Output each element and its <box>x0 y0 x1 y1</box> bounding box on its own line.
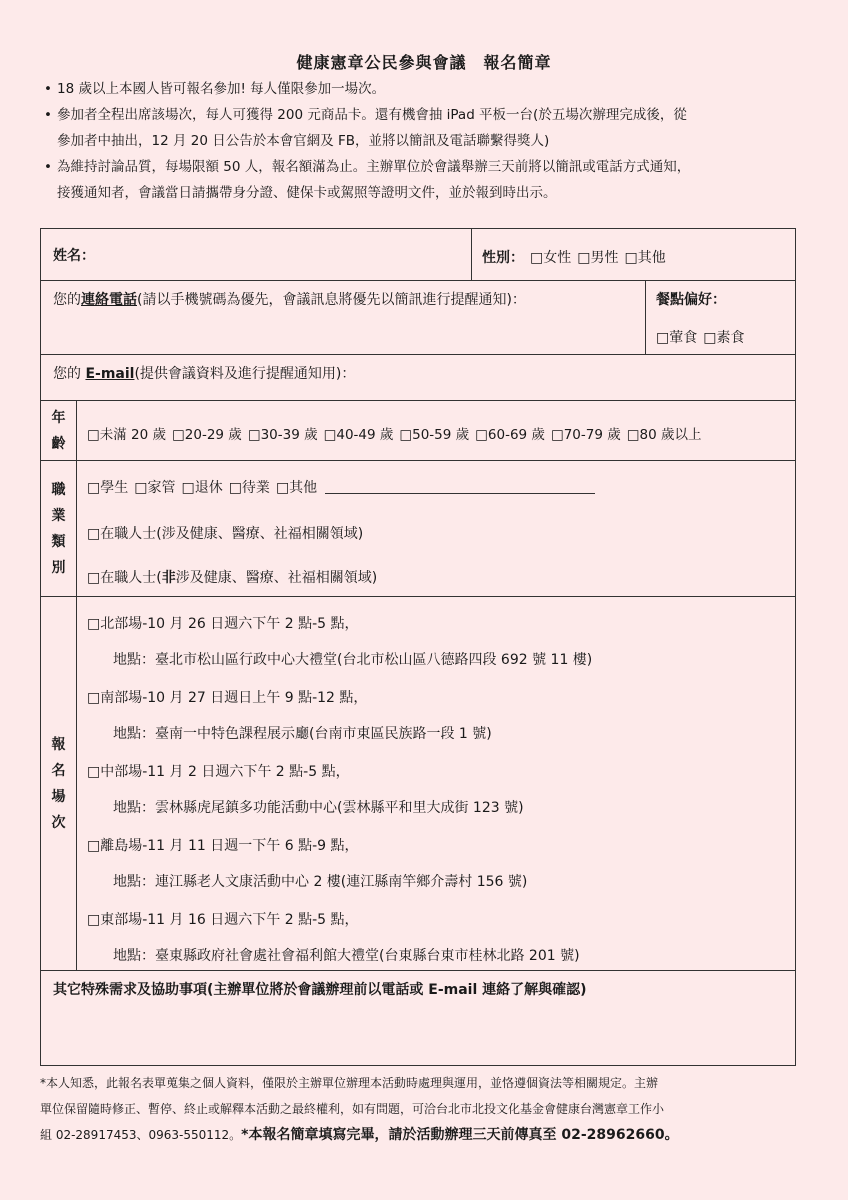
session-south-checkbox[interactable]: □南部場-10 月 27 日週日上午 9 點-12 點， <box>87 690 368 706</box>
age-option[interactable]: □60-69 歲 <box>475 427 545 443</box>
session-venue: 地點：臺南一中特色課程展示廳(台南市東區民族路一段 1 號) <box>113 726 492 742</box>
job-student-checkbox[interactable]: □學生 <box>87 480 129 496</box>
gender-male-checkbox[interactable]: □男性 <box>577 250 619 266</box>
gender-label: 性別： <box>482 250 524 266</box>
special-needs-label: 其它特殊需求及協助事項(主辦單位將於會議辦理前以電話或 E-mail 連絡了解與確認) <box>53 982 587 998</box>
footer-line: 單位保留隨時修正、暫停、終止或解釋本活動之最終權利，如有問題，可洽台北市北投文化基金會健康台灣憲章工作小 <box>40 1102 665 1116</box>
job-retired-checkbox[interactable]: □退休 <box>181 480 223 496</box>
name-label: 姓名： <box>53 248 95 264</box>
job-unemployed-checkbox[interactable]: □待業 <box>228 480 270 496</box>
row-age <box>41 401 795 461</box>
fax-instruction: *本報名簡章填寫完畢，請於活動辦理三天前傳真至 02-28962660。 <box>241 1127 679 1143</box>
email-field[interactable] <box>53 363 355 383</box>
age-option[interactable]: □70-79 歲 <box>550 427 621 443</box>
occupation-options <box>87 477 601 497</box>
meal-cell <box>645 281 795 354</box>
meal-label: 餐點偏好： <box>656 292 726 308</box>
footer-line: 組 02-28917453、0963-550112。*本報名簡章填寫完畢，請於活動辦理三天前傳真至 02-28962660。 <box>40 1127 679 1143</box>
age-option[interactable]: □50-59 歲 <box>399 427 470 443</box>
notice-item: • 為維持討論品質，每場限額 50 人，報名額滿為止。主辦單位於會議舉辦三天前將以簡訊或電話方式通知， 接獲通知者，會議當日請攜帶身分證、健保卡或駕照等證明文件，並於報到時出示。 <box>44 154 804 206</box>
footer-notice <box>40 1070 800 1148</box>
job-homemaker-checkbox[interactable]: □家管 <box>134 480 176 496</box>
session-venue: 地點：雲林縣虎尾鎮多功能活動中心(雲林縣平和里大成街 123 號) <box>113 800 524 816</box>
row-name-gender <box>41 229 795 281</box>
notice-item: • 18 歲以上本國人皆可報名參加! 每人僅限參加一場次。 <box>44 76 804 102</box>
gender-cell <box>471 229 795 280</box>
meal-veg-checkbox[interactable]: □素食 <box>703 330 745 346</box>
session-label: 報 名 場 次 <box>41 597 77 970</box>
job-other-checkbox[interactable]: □其他 <box>275 480 318 496</box>
session-venue: 地點：臺東縣政府社會處社會福利館大禮堂(台東縣台東市桂林北路 201 號) <box>113 948 580 964</box>
email-label: E-mail <box>85 366 135 382</box>
age-options <box>87 423 707 443</box>
row-phone-meal <box>41 281 795 355</box>
session-island-checkbox[interactable]: □離島場-11 月 11 日週一下午 6 點-9 點， <box>87 838 359 854</box>
job-nonhealth-checkbox[interactable]: □在職人士(非涉及健康、醫療、社福相關領域) <box>87 570 378 586</box>
notice-item: • 參加者全程出席該場次，每人可獲得 200 元商品卡。還有機會抽 iPad 平板一台(於五場次辦理完成後，從 參加者中抽出，12 月 20 日公告於本會官網及 FB，並將以簡訊及電話聯繫得獎人) <box>44 102 804 154</box>
age-option[interactable]: □20-29 歲 <box>172 427 242 443</box>
phone-prefix: 您的 <box>53 292 81 308</box>
row-email <box>41 355 795 401</box>
footer-line: *本人知悉，此報名表單蒐集之個人資料，僅限於主辦單位辦理本活動時處理與運用，並恪遵個資法等相關規定。主辦 <box>40 1076 659 1090</box>
session-venue: 地點：連江縣老人文康活動中心 2 樓(連江縣南竿鄉介壽村 156 號) <box>113 874 528 890</box>
gender-other-checkbox[interactable]: □其他 <box>624 250 666 266</box>
meal-meat-checkbox[interactable]: □葷食 <box>656 330 698 346</box>
page-title: 健康憲章公民參與會議 報名簡章 <box>296 53 552 72</box>
phone-field[interactable] <box>53 289 526 309</box>
occupation-label: 職 業 類 別 <box>41 461 77 596</box>
gender-female-checkbox[interactable]: □女性 <box>530 250 572 266</box>
session-east-checkbox[interactable]: □東部場-11 月 16 日週六下午 2 點-5 點， <box>87 912 359 928</box>
email-note: (提供會議資料及進行提醒通知用)： <box>134 366 356 382</box>
row-special-needs[interactable] <box>41 971 795 1065</box>
age-label: 年 齡 <box>41 401 77 460</box>
phone-label: 連絡電話 <box>81 292 137 308</box>
session-venue: 地點：臺北市松山區行政中心大禮堂(台北市松山區八德路四段 692 號 11 樓) <box>113 652 593 668</box>
age-option[interactable]: □40-49 歲 <box>323 427 394 443</box>
email-prefix: 您的 <box>53 366 86 382</box>
job-health-checkbox[interactable]: □在職人士(涉及健康、醫療、社福相關領域) <box>87 526 364 542</box>
row-sessions <box>41 597 795 971</box>
registration-form <box>40 228 796 1066</box>
row-occupation <box>41 461 795 597</box>
phone-note: (請以手機號碼為優先，會議訊息將優先以簡訊進行提醒通知)： <box>137 292 526 308</box>
session-north-checkbox[interactable]: □北部場-10 月 26 日週六下午 2 點-5 點， <box>87 616 359 632</box>
age-option[interactable]: □80 歲以上 <box>626 427 702 443</box>
age-option[interactable]: □未滿 20 歲 <box>87 427 167 443</box>
session-central-checkbox[interactable]: □中部場-11 月 2 日週六下午 2 點-5 點， <box>87 764 350 780</box>
notice-list <box>44 76 804 206</box>
age-option[interactable]: □30-39 歲 <box>247 427 318 443</box>
job-other-input[interactable] <box>325 479 595 494</box>
